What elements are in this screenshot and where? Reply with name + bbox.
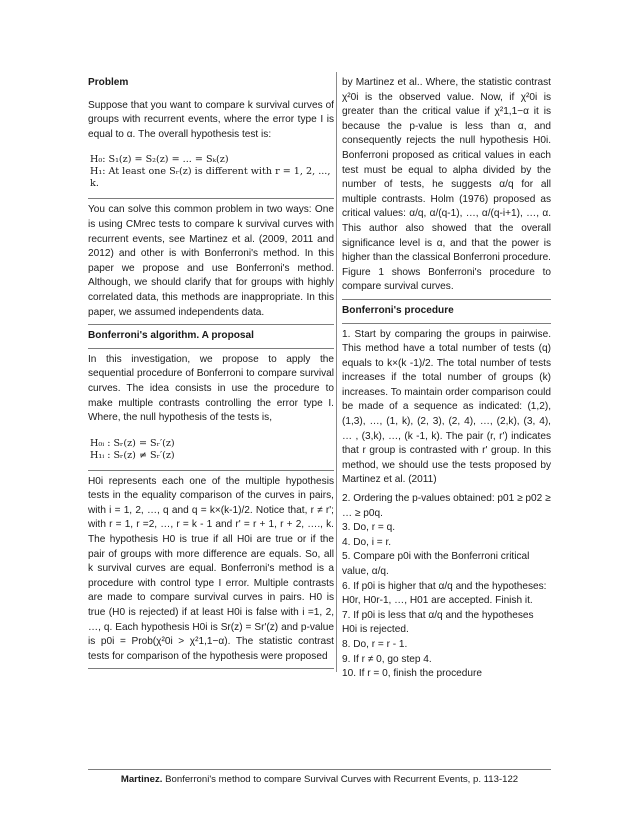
step-9: 9. If r ≠ 0, go step 4.	[342, 653, 432, 665]
overall-hypothesis	[88, 146, 334, 198]
algorithm-section	[88, 349, 334, 471]
page-footer	[88, 769, 551, 789]
step-8: 8. Do, r = r - 1.	[342, 638, 408, 650]
footer-author: Martinez.	[120, 774, 163, 785]
procedure-heading: Bonferroni's procedure	[342, 304, 454, 316]
step-4: 4. Do, i = r.	[342, 536, 392, 548]
step-3: 3. Do, r = q.	[342, 522, 396, 534]
step-10: 10. If r = 0, finish the procedure	[342, 668, 482, 680]
intro-text: by Martinez et al.. Where, the statistic contrast χ²0i is the observed value. Now, if χ²0i is greater than the critical value if χ²1,1−α it is because the p-value is less than α, and consequently rejects the null hypothesis H0i. Bonferroni proposed as critical values in each test must be equal to alpha divided by the number of tests, he suggests α/q for all multiple contrasts. Holm (1976) proposed as critical values: α/q, α/(q-1), …, α/(q-i+1), …, α. This author also showed that the overall significance level is α, and that the power is higher than the classical Bonferroni procedure. Figure 1 shows Bonferroni's procedure to compare survival curves.	[342, 77, 551, 293]
right-column	[342, 72, 551, 682]
intro-section	[342, 72, 551, 300]
procedure-heading-block	[342, 300, 551, 324]
solve-text: You can solve this common problem in two ways: One is using CMrec tests to compare k survival curves with recurrent events, see Martinez et al. (2009, 2011 and 2012) and other is with Bonferroni's method. In this paper we propose and use Bonferroni's method. Although, we should clarify that for groups with highly correlated data, this methods are inappropriate. In this paper, we assumed independents data.	[88, 204, 334, 318]
problem-text: Suppose that you want to compare k survival curves of groups with recurrent events, where the error type I is equal to α. The overall hypothesis test is:	[88, 99, 334, 140]
step-2: 2. Ordering the p-values obtained: p01 ≥ p02 ≥ … ≥ p0q.	[342, 493, 551, 519]
procedure-steps	[342, 324, 551, 682]
problem-heading: Problem	[88, 77, 129, 88]
overall-h0: H₀: S₁(z) = S₂(z) = ... = Sₖ(z)	[90, 154, 229, 166]
solve-section	[88, 199, 334, 325]
left-column	[88, 72, 334, 669]
algorithm-heading-block	[88, 325, 334, 349]
algorithm-heading: Bonferroni's algorithm. A proposal	[88, 330, 254, 342]
pair-h1: H₁ᵢ : Sᵣ(z) ≠ Sᵣ′(z)	[90, 449, 175, 461]
step-5: 5. Compare p0i with the Bonferroni critical value, α/q.	[342, 551, 530, 577]
column-divider	[336, 72, 337, 672]
step-6: 6. If p0i is higher that α/q and the hypotheses: H0r, H0r-1, …, H01 are accepted. Finish it.	[342, 580, 547, 607]
pair-h0: H₀ᵢ : Sᵣ(z) = Sᵣ′(z)	[90, 437, 175, 449]
pairwise-hypothesis	[88, 430, 334, 470]
explanation-section	[88, 471, 334, 670]
step-7: 7. If p0i is less that α/q and the hypotheses H0i is rejected.	[342, 609, 534, 636]
explanation-text: H0i represents each one of the multiple hypothesis tests in the equality comparison of the curves in pairs, with i = 1, 2, …, q and q = k×(k-1)/2. Notice that, r ≠ r'; with r = 1, r =2, …, r = k - 1 and r' = r + 1, r + 2, …., k. The hypothesis H0 is true if all H0i are true or if the pair of groups with more difference are equals. So, all k survival curves are equal. Bonferroni's method is a procedure with control type I error. Multiple contrasts are made to compare survival curves in pairs. H0 is true (H0 is rejected) if at least H0i is false with i =1, 2, …, q. Each hypothesis H0i is Sr(z) = Sr'(z) and p-value is p0i = Prob(χ²0i > χ²1,1−α). The statistic contrast tests for comparison of the hypothesis were proposed	[88, 475, 334, 662]
step-1: 1. Start by comparing the groups in pairwise. This method have a total number of tests (q) equals to k×(k -1)/2. The total number of tests increases if the total number of groups (k) increases. To maintain order comparison could be made of a sequence as indicated: (1,2), (1,3), …, (1, k), (2, 3), (2, 4), …, (2,k), (3, 4), … , (3,k), …, (k -1, k). The pair (r, r') indicates that r group is contrasted with r' group. In this method, we should use the tests proposed by Martinez et al. (2011)	[342, 328, 551, 486]
footer-citation: Bonferroni's method to compare Survival Curves with Recurrent Events, p. 113-122	[162, 774, 519, 785]
problem-section	[88, 72, 334, 199]
algorithm-text: In this investigation, we propose to apply the sequential procedure of Bonferroni to compare survival curves. The idea consists in use the procedure to make multiple contrasts controlling the error type I. Where, the null hypothesis of the tests is,	[88, 353, 334, 424]
overall-h1: H₁: At least one Sᵣ(z) is different with r = 1, 2, ..., k.	[90, 166, 331, 190]
